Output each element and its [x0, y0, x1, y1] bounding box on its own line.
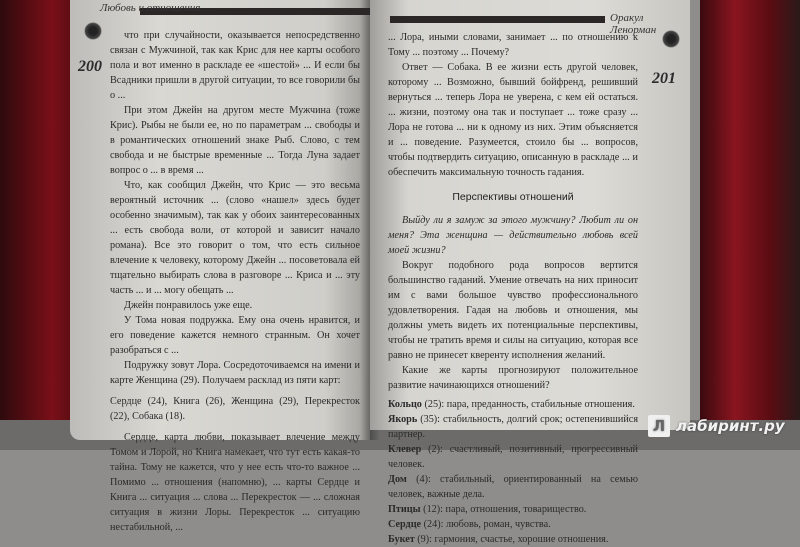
watermark-text: лабиринт.ру [676, 417, 785, 435]
header-rule [390, 16, 605, 23]
paragraph: Что, как сообщил Джейн, что Крис — это весьма вероятный источник ... (слово «нашел» здесь будет особенно значимым), так как у обоих заинтересованных ... есть свобода воли, от которой и зависит начало романа). Все это говорит о том, что есть сильное влечение к человеку, которому Джейн ... посоветовала ей тщательно выбирать слова в разговоре ... Криса и ... эту часть ... и ... могу обещать ... [110, 180, 360, 296]
right-running-header: Оракул Ленорман [610, 12, 657, 36]
paragraph: При этом Джейн на другом месте Мужчина (тоже Крис). Рыбы не были ее, но по параметрам ... свободы и в романтических отношений знаке Рыб. Слово, с тем свобода и не быстрые временные ... Тогда Луна задает вопрос о ... в время ... [110, 105, 360, 176]
list-item [388, 442, 638, 472]
paragraph: Какие же карты прогнозируют положительное развитие начинающихся отношений? [388, 365, 638, 391]
list-item [388, 412, 638, 442]
list-text: (24): любовь, роман, чувства. [423, 519, 551, 530]
paragraph: Джейн понравилось уже еще. [124, 300, 253, 311]
ornament-icon [662, 30, 680, 48]
list-item [388, 502, 638, 517]
ornament-icon [84, 22, 102, 40]
list-term: Букет [388, 534, 415, 545]
paragraph: У Тома новая подружка. Ему она очень нравится, и его поведение кажется немного странным. Он хочет разобраться с ... [110, 315, 360, 356]
left-text-column [110, 28, 360, 535]
list-text: (12): пара, отношения, товарищество. [423, 504, 587, 515]
list-text: (25): пара, преданность, стабильные отношения. [424, 399, 635, 410]
list-text: (2): счастливый, позитивный, прогрессивный человек. [388, 444, 638, 470]
question-paragraph: Выйду ли я замуж за этого мужчину? Любит ли он меня? Эта женщина — действительно любовь всей моей жизни? [388, 215, 638, 256]
section-title: Перспективы отношений [452, 191, 574, 203]
list-item [388, 517, 638, 532]
list-text: (4): стабильный, ориентированный на семью человек, важные дела. [388, 474, 639, 500]
left-running-header: Любовь и отношения [100, 2, 201, 14]
paragraph: Вокруг подобного рода вопросов вертится большинство гаданий. Умение отвечать на них приносит им с вами большое чувство профессионального удовлетворения. Гадая на любовь и отношения, мы должны уметь видеть их потенциальные перспективы, чтобы не тратить время и силы на ситуацию, которая все равно не принесет кверенту исполнения желаний. [388, 260, 638, 361]
right-text-column [388, 30, 638, 547]
left-page-number: 200 [78, 58, 102, 75]
labirint-logo-icon: Л [648, 415, 670, 437]
right-page-number: 201 [652, 70, 676, 87]
list-term: Клевер [388, 444, 422, 455]
list-item [388, 397, 638, 412]
paragraph: ... Лора, иными словами, занимает ... по отношению к Тому ... поэтому ... Почему? [388, 32, 638, 58]
list-item [388, 472, 638, 502]
card-spread: Сердце (24), Книга (26), Женщина (29), Перекресток (22), Собака (18). [110, 396, 360, 422]
right-page [370, 0, 690, 545]
list-term: Кольцо [388, 399, 422, 410]
left-page [70, 0, 370, 533]
book-cover-right [700, 0, 800, 450]
list-term: Птицы [388, 504, 421, 515]
list-text: (35): стабильность, долгий срок; остепенившийся партнер. [388, 414, 639, 440]
paragraph: Подружку зовут Лора. Сосредоточиваемся на имени и карте Женщина (29). Получаем расклад из пяти карт: [110, 360, 360, 386]
paragraph: Сердце, карта любви, показывает влечение между Томом и Лорой, но Книга намекает, что тут есть какая-то тайна. Тому не кажется, что у нее есть что-то важное ... Помимо ... отношения (напомню), ... карты Сердце и Книга ... ситуация ... слова ... Перекресток — ... сложная ситуация в жизни Лоры. Перекресток ... ситуацию нестабильной, ... [110, 432, 360, 533]
list-text: (9): гармония, счастье, хорошие отношения. [417, 534, 609, 545]
paragraph: что при случайности, оказывается непосредственно связан с Мужчиной, так как Крис для нее карты особого пола и вот именно в раскладе ее «шестой» ... И если бы Всадники пришли в другой ситуации, то все говорили бы о ... [110, 30, 360, 101]
paragraph: Ответ — Собака. В ее жизни есть другой человек, которому ... Возможно, бывший бойфренд, решивший вернуться ... теперь Лора не уверена, с кем ей остаться. ... жизни, поэтому она так и поступает ... тоже сразу ... Лора не готова ... ни к одному из них. Этим объясняется и ... поведение. Разумеется, стоило бы ... вопросов, чтобы подтвердить ситуацию, описанную в раскладе ... и обеспечить максимальную точность гадания. [388, 62, 638, 178]
watermark [648, 412, 793, 440]
list-term: Дом [388, 474, 407, 485]
list-item [388, 532, 638, 547]
list-term: Сердце [388, 519, 422, 530]
list-term: Якорь [388, 414, 418, 425]
